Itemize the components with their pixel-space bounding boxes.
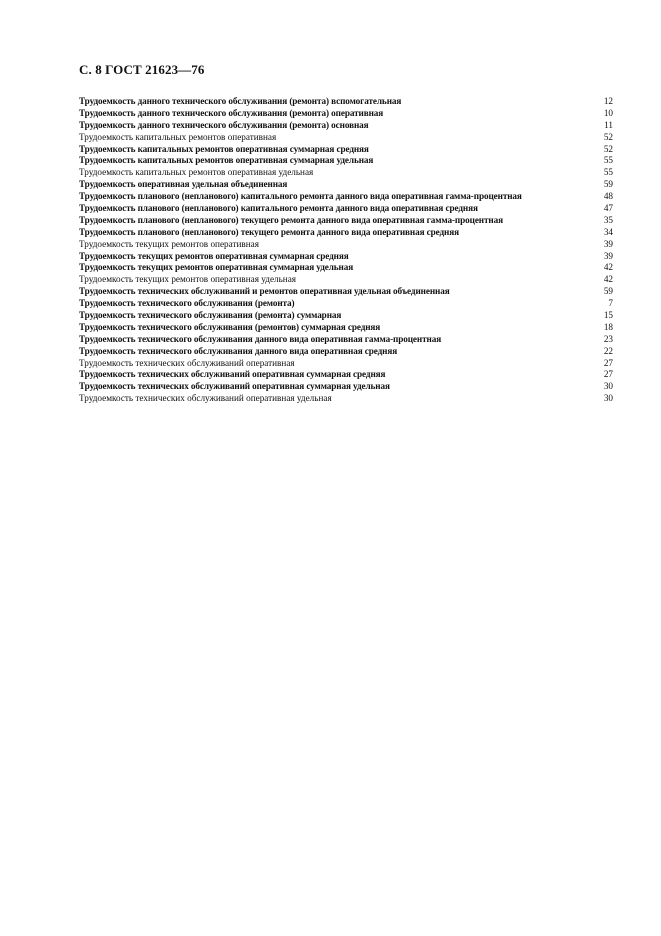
index-term: Трудоемкость капитальных ремонтов оперативная суммарная удельная (79, 155, 374, 166)
index-term: Трудоемкость капитальных ремонтов оперативная удельная (79, 167, 314, 178)
index-entry (79, 132, 613, 144)
index-term: Трудоемкость технических обслуживаний оперативная (79, 357, 295, 368)
index-page-number: 7 (608, 298, 613, 309)
index-entry (79, 144, 613, 156)
index-page-number: 59 (603, 179, 613, 190)
index-entry (79, 346, 613, 358)
index-page-number: 27 (603, 357, 613, 368)
index-page-number: 23 (603, 333, 613, 344)
index-page-number: 30 (603, 393, 613, 404)
index-entry (79, 369, 613, 381)
index-entry (79, 262, 613, 274)
index-page-number: 42 (603, 262, 613, 273)
index-page-number: 15 (603, 310, 613, 321)
index-term: Трудоемкость технического обслуживания (ремонта) суммарная (79, 310, 342, 321)
index-entry (79, 358, 613, 370)
index-entry (79, 381, 613, 393)
index-term: Трудоемкость данного технического обслуживания (ремонта) вспомогательная (79, 96, 402, 106)
term-index-list (79, 96, 613, 405)
index-page-number: 34 (603, 226, 613, 237)
index-term: Трудоемкость текущих ремонтов оперативная удельная (79, 274, 297, 285)
index-page-number: 39 (603, 238, 613, 249)
index-entry (79, 286, 613, 298)
index-entry (79, 274, 613, 286)
index-term: Трудоемкость технических обслуживаний оперативная суммарная средняя (79, 369, 386, 380)
index-term: Трудоемкость текущих ремонтов оперативная (79, 238, 259, 249)
index-page-number: 27 (603, 369, 613, 380)
index-entry (79, 215, 613, 227)
index-entry (79, 251, 613, 263)
index-entry (79, 203, 613, 215)
index-page-number: 35 (603, 214, 613, 225)
index-page-number: 12 (603, 96, 613, 106)
index-term: Трудоемкость планового (непланового) текущего ремонта данного вида оперативная гамма-процентная (79, 214, 503, 225)
index-term: Трудоемкость планового (непланового) капитального ремонта данного вида оперативная гамма-процентная (79, 191, 522, 202)
index-term: Трудоемкость текущих ремонтов оперативная суммарная средняя (79, 250, 349, 261)
index-entry (79, 191, 613, 203)
index-entry (79, 108, 613, 120)
index-page-number: 39 (603, 250, 613, 261)
index-term: Трудоемкость оперативная удельная объединенная (79, 179, 288, 190)
index-entry (79, 298, 613, 310)
index-term: Трудоемкость планового (непланового) капитального ремонта данного вида оперативная средняя (79, 203, 478, 214)
index-page-number: 22 (603, 345, 613, 356)
index-term: Трудоемкость данного технического обслуживания (ремонта) основная (79, 119, 369, 130)
index-term: Трудоемкость технического обслуживания (ремонта) (79, 298, 295, 309)
index-page-number: 55 (603, 167, 613, 178)
index-page-number: 52 (603, 131, 613, 142)
index-term: Трудоемкость технического обслуживания данного вида оперативная гамма-процентная (79, 333, 442, 344)
index-page-number: 10 (603, 107, 613, 118)
index-term: Трудоемкость технического обслуживания данного вида оперативная средняя (79, 345, 398, 356)
index-entry (79, 167, 613, 179)
index-entry (79, 179, 613, 191)
index-term: Трудоемкость технических обслуживаний и ремонтов оперативная удельная объединенная (79, 286, 450, 297)
index-term: Трудоемкость капитальных ремонтов оперативная суммарная средняя (79, 143, 369, 154)
index-entry (79, 322, 613, 334)
index-entry (79, 334, 613, 346)
index-term: Трудоемкость данного технического обслуживания (ремонта) оперативная (79, 107, 384, 118)
index-term: Трудоемкость планового (непланового) текущего ремонта данного вида оперативная средняя (79, 226, 459, 237)
index-page-number: 55 (603, 155, 613, 166)
index-entry (79, 393, 613, 405)
index-page-number: 47 (603, 203, 613, 214)
index-page-number: 42 (603, 274, 613, 285)
index-page-number: 11 (604, 119, 613, 130)
index-entry (79, 239, 613, 251)
index-page-number: 30 (603, 381, 613, 392)
index-term: Трудоемкость технического обслуживания (ремонтов) суммарная средняя (79, 321, 381, 332)
index-page-number: 18 (603, 321, 613, 332)
index-page-number: 52 (603, 143, 613, 154)
index-page-number: 48 (603, 191, 613, 202)
page-title: С. 8 ГОСТ 21623—76 (79, 62, 205, 77)
index-entry (79, 96, 613, 108)
index-entry (79, 155, 613, 167)
index-page-number: 59 (603, 286, 613, 297)
index-term: Трудоемкость технических обслуживаний оперативная суммарная удельная (79, 381, 390, 392)
index-term: Трудоемкость капитальных ремонтов оперативная (79, 131, 277, 142)
index-term: Трудоемкость технических обслуживаний оперативная удельная (79, 393, 332, 404)
index-entry (79, 120, 613, 132)
index-entry (79, 227, 613, 239)
index-entry (79, 310, 613, 322)
index-term: Трудоемкость текущих ремонтов оперативная суммарная удельная (79, 262, 354, 273)
